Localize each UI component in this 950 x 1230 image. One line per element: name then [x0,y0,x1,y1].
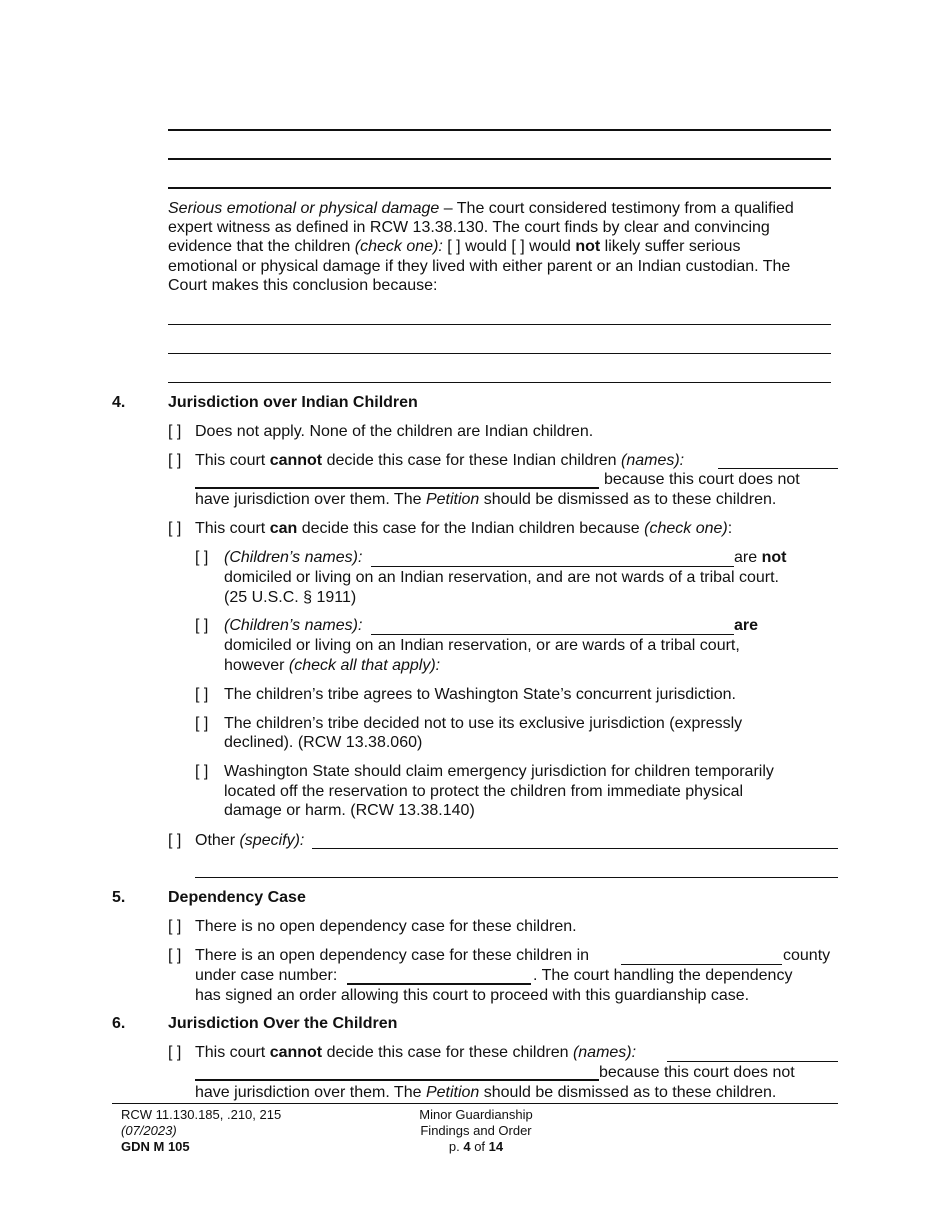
children-names-field[interactable] [371,634,734,635]
option-does-not-apply[interactable] [168,422,181,442]
option-cannot[interactable] [168,451,181,471]
section-6-number: 6. [112,1015,126,1032]
checkbox[interactable]: [ ] [195,686,209,703]
checkbox[interactable]: [ ] [168,452,182,469]
damage-paragraph-line-5: Court makes this conclusion because: [168,277,438,294]
checkbox[interactable]: [ ] [195,617,209,634]
option-cannot-children-l3: have jurisdiction over them. The Petition should be dismissed as to these children. [195,1084,777,1101]
option-does-not-apply-text: Does not apply. None of the children are Indian children. [195,423,594,440]
answer-line[interactable] [168,129,831,131]
sub-option-domiciled[interactable] [195,616,208,636]
option-can[interactable] [168,519,181,539]
checkbox[interactable]: [ ] [168,520,182,537]
damage-paragraph-line-1: Serious emotional or physical damage – The court considered testimony from a qualified [168,200,794,217]
checkbox[interactable]: [ ] [195,549,209,566]
sub-option-declined[interactable] [195,714,208,734]
sub-option-domiciled-are: are [734,617,759,634]
damage-paragraph-line-2: expert witness as defined in RCW 13.38.130. The court finds by clear and convincing [168,219,770,236]
sub-option-domiciled-l3: however (check all that apply): [224,657,441,674]
footer-rcw: RCW 11.130.185, .210, 215 [121,1107,282,1122]
section-4-number: 4. [112,394,126,411]
answer-line[interactable] [168,158,831,160]
other-field[interactable] [312,848,838,849]
section-5-number: 5. [112,889,126,906]
sub-option-domiciled-l1: (Children’s names): [224,617,363,634]
case-number-field[interactable] [347,983,531,985]
sub-option-emergency-l2: located off the reservation to protect the children from immediate physical [224,783,744,800]
section-5-title: Dependency Case [168,889,306,906]
sub-option-emergency[interactable] [195,762,208,782]
checkbox[interactable]: [ ] [168,1044,182,1061]
option-open-dependency-county: county [783,947,831,964]
checkbox[interactable]: [ ] [168,832,182,849]
checkbox[interactable]: [ ] [168,947,182,964]
damage-label: Serious emotional or physical damage [168,200,440,217]
option-cannot-line3: have jurisdiction over them. The Petition should be dismissed as to these children. [195,491,777,508]
sub-option-not-domiciled-l2: domiciled or living on an Indian reservation, and are not wards of a tribal court. [224,569,779,586]
option-no-dependency[interactable] [168,917,181,937]
damage-paragraph-line-4: emotional or physical damage if they lived with either parent or an Indian custodian. The [168,258,791,275]
option-can-text: This court can decide this case for the Indian children because (check one): [195,520,733,537]
answer-line[interactable] [168,324,831,325]
sub-option-not-domiciled-l1: (Children’s names): [224,549,363,566]
footer-date: (07/2023) [121,1123,177,1138]
answer-line[interactable] [168,353,831,354]
option-cannot-children[interactable] [168,1043,181,1063]
footer-title-2: Findings and Order [420,1123,532,1138]
sub-option-declined-l2: declined). (RCW 13.38.060) [224,734,423,751]
option-cannot-children-l1: This court cannot decide this case for these children (names): [195,1044,637,1061]
names-field[interactable] [195,487,599,489]
damage-paragraph-line-3: evidence that the children (check one): [ ] would [ ] would not likely suffer serious [168,238,741,255]
sub-option-emergency-l3: damage or harm. (RCW 13.38.140) [224,802,475,819]
names-field[interactable] [667,1061,838,1062]
option-other-text: Other (specify): [195,832,305,849]
option-open-dependency[interactable] [168,946,181,966]
footer-rule [112,1103,838,1104]
county-field[interactable] [621,964,782,965]
checkbox[interactable]: [ ] [168,918,182,935]
names-field[interactable] [718,468,838,469]
option-open-dependency-l1: There is an open dependency case for these children in [195,947,590,964]
checkbox[interactable]: [ ] [195,763,209,780]
footer-title-1: Minor Guardianship [419,1107,533,1122]
sub-option-concurrent-text: The children’s tribe agrees to Washington State’s concurrent jurisdiction. [224,686,736,703]
checkbox[interactable]: [ ] [168,423,182,440]
answer-line[interactable] [168,187,831,189]
sub-option-declined-l1: The children’s tribe decided not to use its exclusive jurisdiction (expressly [224,715,743,732]
sub-option-not-domiciled-l3: (25 U.S.C. § 1911) [224,589,357,606]
checkbox[interactable]: [ ] [195,715,209,732]
option-open-dependency-l2b: . The court handling the dependency [533,967,793,984]
section-4-title: Jurisdiction over Indian Children [168,394,418,411]
option-no-dependency-text: There is no open dependency case for these children. [195,918,577,935]
footer-page-number: p. 4 of 14 [448,1139,504,1154]
names-field[interactable] [195,1079,599,1081]
would-checkboxes[interactable]: [ ] would [ ] would [442,238,576,255]
answer-line[interactable] [168,382,831,383]
sub-option-domiciled-l2: domiciled or living on an Indian reservation, or are wards of a tribal court, [224,637,740,654]
children-names-field[interactable] [371,566,734,567]
option-cannot-children-because: because this court does not [599,1064,795,1081]
option-other[interactable] [168,831,181,851]
sub-option-not-domiciled[interactable] [195,548,208,568]
sub-option-emergency-l1: Washington State should claim emergency jurisdiction for children temporarily [224,763,774,780]
option-open-dependency-l3: has signed an order allowing this court to proceed with this guardianship case. [195,987,750,1004]
option-cannot-because: because this court does not [604,471,800,488]
other-field[interactable] [195,877,838,878]
section-6-title: Jurisdiction Over the Children [168,1015,398,1032]
sub-option-not-domiciled-are: are not [734,549,787,566]
option-cannot-text: This court cannot decide this case for these Indian children (names): [195,452,685,469]
sub-option-concurrent[interactable] [195,685,208,705]
footer-form-number: GDN M 105 [121,1139,190,1154]
option-open-dependency-l2a: under case number: [195,967,338,984]
